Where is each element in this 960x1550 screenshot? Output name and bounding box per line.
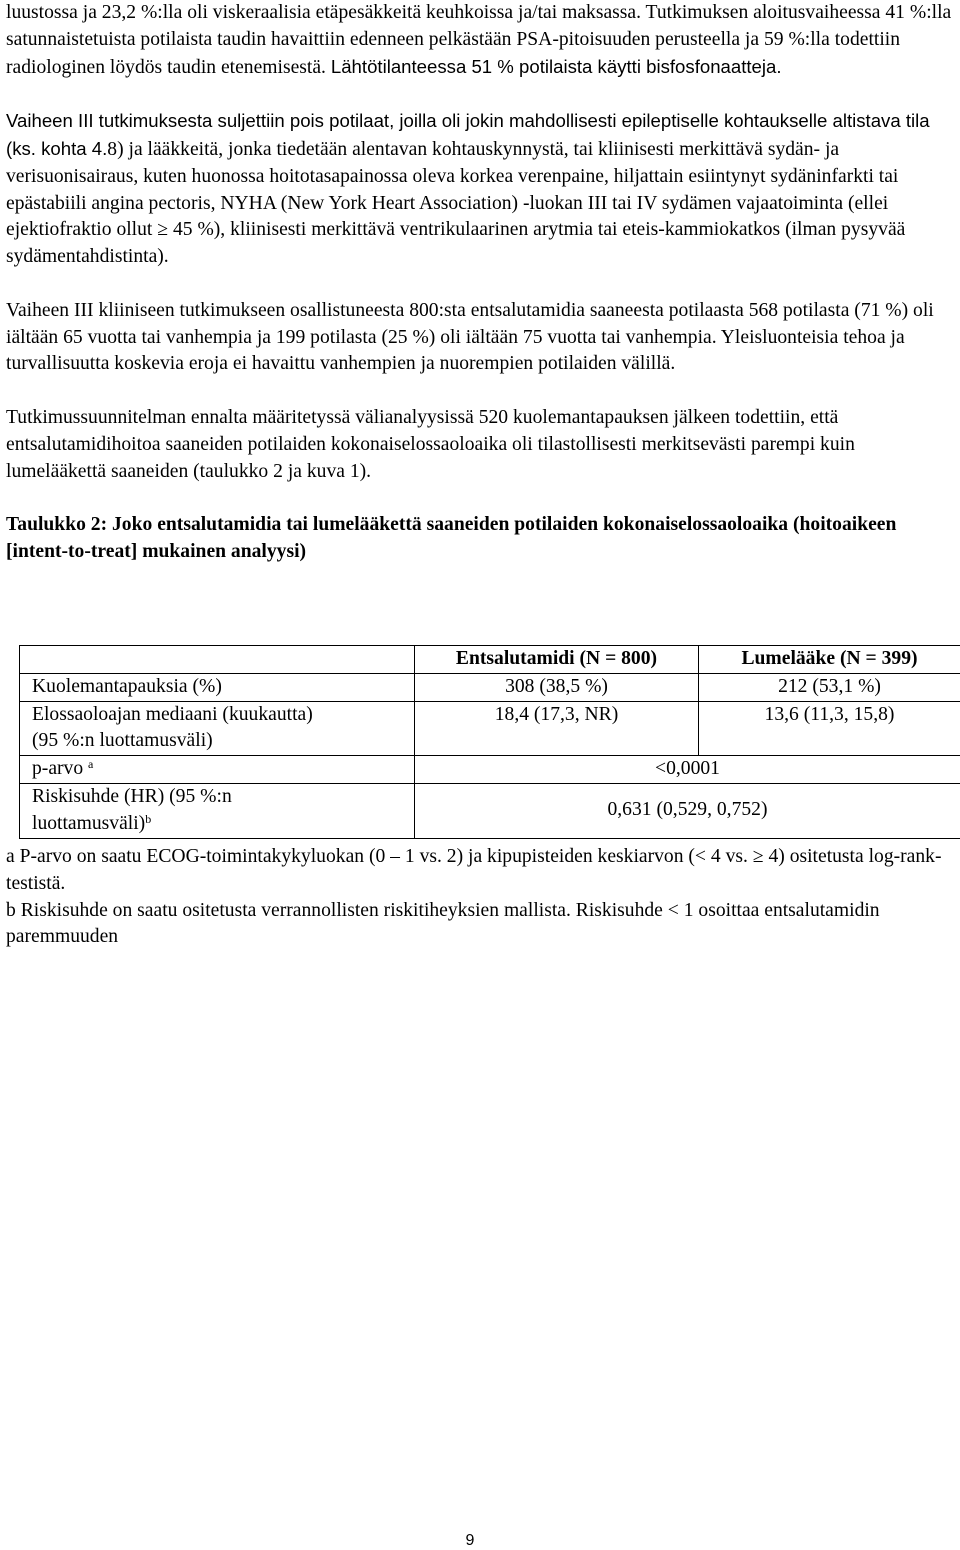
footnote-marker-a: a [88,757,94,772]
row-label-p-value [20,756,415,784]
paragraph1-sans-text: Lähtötilanteessa 51 % potilaista käytti bisfosfonaatteja. [330,55,782,77]
median-label-line1: Elossaoloajan mediaani (kuukautta) [32,703,313,725]
median-placebo: 13,6 (11,3, 15,8) [699,701,960,756]
table-row [20,756,960,784]
table-header-row [20,646,960,674]
table-caption: Taulukko 2: Joko entsalutamidia tai lumelääkettä saaneiden potilaiden kokonaiselossaoloaika (hoitoaikeen [intent-to-treat] mukainen analyysi) [6,514,897,562]
table-row [20,673,960,701]
paragraph1-serif-text: luustossa ja 23,2 %:lla oli viskeraalisia etäpesäkkeitä keuhkoissa ja/tai maksassa. Tutkimuksen aloitusvaiheessa 41 %:lla satunnaistetuista potilaista taudin havaittiin edenneen pelkästään PSA-pitoisuuden perusteella ja 59 %:lla todettiin radiologinen löydös taudin etenemisestä. [6,2,952,78]
deaths-placebo: 212 (53,1 %) [699,673,960,701]
footnote-a-text-b: 4) ositetusta log-rank-testistä. [6,846,942,894]
median-label-line2: (95 %:n luottamusväli) [32,730,213,752]
footnote-a-text-a: a P-arvo on saatu ECOG-toimintakykyluokan (0 – 1 vs. 2) ja kipupisteiden keskiarvon (< 4 vs. [6,846,748,867]
footnote-a [6,844,952,898]
survival-table [19,645,960,839]
median-enzalutamide: 18,4 (17,3, NR) [415,701,699,756]
footnote-b: b Riskisuhde on saatu ositetusta verrannollisten riskitiheyksien mallista. Riskisuhde < 1 osoittaa entsalutamidin paremmuuden [6,899,880,948]
paragraph2-sans-text: Vaiheen III tutkimuksesta suljettiin pois potilaat, joilla oli jokin mahdollisesti epileptiselle kohtaukselle altistava tila (ks. kohta 4. [6,110,930,159]
paragraph2-serif-text-a: 8) ja lääkkeitä, jonka tiedetään alentavan kohtauskynnystä, tai kliinisesti merkittävä sydän- ja verisuonisairaus, kuten huonossa hoitotasapainossa oleva korkea verenpaine, hiljattain esiintynyt sydäninfarkti tai epästabiili angina pectoris, NYHA (New York Heart Association) -luokan III tai IV sydämen vajaatoiminta (ellei ejektiofraktio ollut [6,138,899,241]
hr-label-line1: Riskisuhde (HR) (95 %:n [32,785,232,807]
paragraph-baseline-characteristics [6,0,952,81]
row-label-deaths: Kuolemantapauksia (%) [20,673,415,701]
table-row [20,783,960,838]
p-value-label: p-arvo [32,758,84,780]
hazard-ratio: 0,631 (0,529, 0,752) [415,783,960,838]
table-header-empty [20,646,415,674]
row-label-median-survival [20,701,415,756]
footnote-marker-b: b [145,811,152,826]
table-header-placebo: Lumelääke (N = 399) [699,646,960,674]
page-number: 9 [465,1532,475,1549]
table-footnotes [6,844,952,951]
paragraph-exclusion-criteria [6,108,952,271]
geq-symbol: ≥ [157,219,169,241]
paragraph-age-groups: Vaiheen III kliiniseen tutkimukseen osallistuneesta 800:sta entsalutamidia saaneesta potilaasta 568 potilasta (71 %) oli iältään 65 vuotta tai vanhempia ja 199 potilasta (25 %) oli iältään 75 vuotta tai vanhempia. Yleisluonteisia tehoa ja turvallisuutta koskevia eroja ei havaittu vanhempien ja nuorempien potilaiden välillä. [6,299,934,375]
table-row [20,701,960,756]
table-header-enzalutamide: Entsalutamidi (N = 800) [415,646,699,674]
p-value: <0,0001 [415,756,960,784]
geq-symbol: ≥ [752,846,764,867]
paragraph-interim-analysis: Tutkimussuunnitelman ennalta määritetyssä välianalyysissä 520 kuolemantapauksen jälkeen todettiin, että entsalutamidihoitoa saaneiden potilaiden kokonaiselossaoloaika oli tilastollisesti merkitsevästi parempi kuin lumelääkettä saaneiden (taulukko 2 ja kuva 1). [6,406,855,482]
paragraph2-serif-text-b: 45 %), kliinisesti merkittävä ventrikulaarinen arytmia tai eteis-kammiokatkos (ilman pysyvää sydämentahdistinta). [6,219,906,268]
hr-label-line2: luottamusväli) [32,812,146,834]
deaths-enzalutamide: 308 (38,5 %) [415,673,699,701]
document-page [6,0,952,566]
row-label-hazard-ratio [20,783,415,838]
